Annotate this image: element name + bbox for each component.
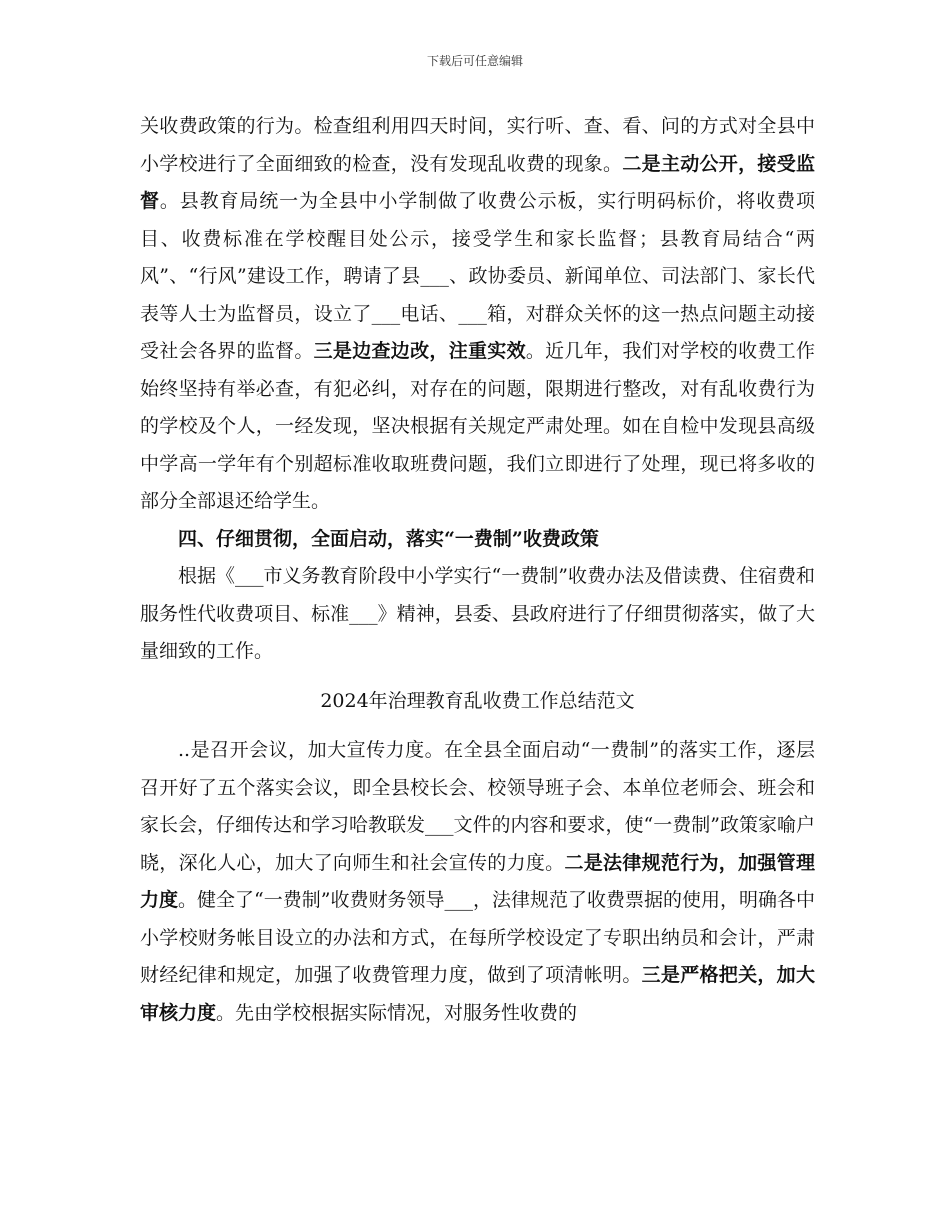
bold-point-3: 三是边查边改，注重实效 [313,340,526,362]
paragraph-text: 关收费政策的行为。检查组利用四天时间，实行听、查、看、问的方式对全县中小学校进行了全面细致的检查，没有发现乱收费的现象。 [140,115,815,175]
paragraph-measures [140,732,815,1032]
paragraph-text: 。县教育局统一为全县中小学制做了收费公示板，实行明码标价，将收费项目、收费标准在学校醒目处公示，接受学生和家长监督；县教育局结合“两风”、“行风”建设工作，聘请了县___、政协委员、新闻单位、司法部门、家长代表等人士为监督员，设立了___电话、___箱，对群众关怀的这一热点问题主动接受社会各界的监督。 [140,190,815,362]
paragraph-text: 。近几年，我们对学校的收费工作始终坚持有举必查，有犯必纠，对存在的问题，限期进行整改，对有乱收费行为的学校及个人，一经发现，坚决根据有关规定严肃处理。如在自检中发现县高级中学高一学年有个别超标准收取班费问题，我们立即进行了处理，现已将多收的部分全部退还给学生。 [140,340,815,512]
page-header: 下载后可任意编辑 [426,54,523,68]
paragraph-inspection [140,108,815,521]
section-heading-4: 四、仔细贯彻，全面启动，落实“一费制”收费政策 [178,527,599,550]
bold-point-2: 二是主动公开，接受监督 [140,152,815,212]
paragraph-text: 。健全了“一费制”收费财务领导___，法律规范了收费票据的使用，明确各中小学校财务帐目设立的办法和方式，在每所学校设定了专职出纳员和会计，严肃财经纪律和规定，加强了收费管理力度，做到了项清帐明。 [140,889,815,986]
document-body [140,108,815,1032]
bold-point-3: 三是严格把关，加大审核力度 [140,964,815,1024]
bold-point-2: 二是法律规范行为，加强管理力度 [140,851,815,911]
paragraph-text: ..是召开会议，加大宣传力度。在全县全面启动“一费制”的落实工作，逐层召开好了五个落实会议，即全县校长会、校领导班子会、本单位老师会、班会和家长会，仔细传达和学习哈教联发___文件的内容和要求，使“一费制”政策家喻户晓，深化人心，加大了向师生和社会宣传的力度。 [140,739,815,874]
document-title: 2024年治理教育乱收费工作总结范文 [320,689,635,712]
paragraph-text: 。先由学校根据实际情况，对服务性收费的 [216,1001,578,1024]
section-4-body: 根据《___市义务教育阶段中小学实行“一费制”收费办法及借读费、住宿费和服务性代收费项目、标准___》精神，县委、县政府进行了仔细贯彻落实，做了大量细致的工作。 [140,565,815,662]
